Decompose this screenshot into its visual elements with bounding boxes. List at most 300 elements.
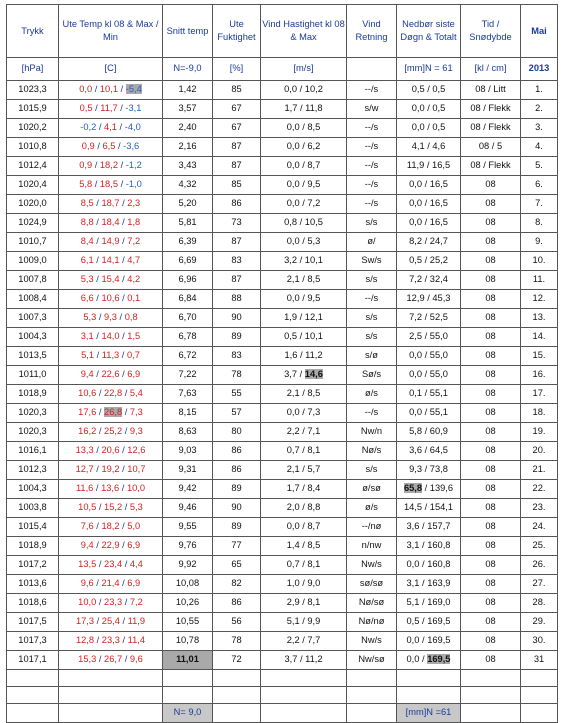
temp-min: 5,4: [129, 388, 143, 399]
precipitation-cell: 14,5 / 154,1: [397, 499, 461, 518]
precipitation-cell: [397, 480, 461, 499]
temp-max: 18,5: [99, 179, 118, 190]
separator: /: [93, 369, 102, 380]
temperature-cell: [59, 290, 163, 309]
pressure-cell: 1015,4: [7, 518, 59, 537]
precipitation-cell: 5,1 / 169,0: [397, 594, 461, 613]
table-row: [7, 157, 558, 176]
temperature-cell: [59, 157, 163, 176]
precipitation-cell: [397, 651, 461, 670]
separator: /: [419, 654, 428, 665]
temperature-cell: [59, 214, 163, 233]
time-snow-cell: 08 / 5: [461, 138, 521, 157]
temp-08: 8,4: [80, 236, 94, 247]
pressure-cell: 1013,6: [7, 575, 59, 594]
table-row: [7, 651, 558, 670]
day-cell: 26.: [521, 556, 558, 575]
table-row: [7, 404, 558, 423]
separator: /: [93, 521, 102, 532]
temperature-cell: [59, 632, 163, 651]
temp-max: 18,2: [101, 521, 120, 532]
precipitation-cell: 4,1 / 4,6: [397, 138, 461, 157]
separator: /: [119, 483, 127, 494]
avg-temp-cell: 6,69: [163, 252, 213, 271]
avg-temp-cell: 9,03: [163, 442, 213, 461]
humidity-cell: 67: [213, 100, 261, 119]
separator: /: [119, 521, 128, 532]
precipitation-cell: 0,0 / 55,0: [397, 347, 461, 366]
humidity-cell: 89: [213, 328, 261, 347]
temp-08: 0,9: [81, 141, 95, 152]
temp-max: 22,8: [104, 388, 123, 399]
pressure-cell: 1011,0: [7, 366, 59, 385]
pressure-cell: 1020,3: [7, 404, 59, 423]
empty-cell: [521, 687, 558, 704]
temperature-cell: [59, 385, 163, 404]
day-cell: 9.: [521, 233, 558, 252]
empty-cell: [163, 687, 213, 704]
temp-08: 5,8: [79, 179, 93, 190]
time-snow-cell: 08: [461, 290, 521, 309]
wind-direction-cell: Nø/nø: [347, 613, 397, 632]
pressure-cell: 1013,5: [7, 347, 59, 366]
header-tid: Tid / Snødybde: [461, 5, 521, 58]
time-snow-cell: 08: [461, 461, 521, 480]
day-cell: 21.: [521, 461, 558, 480]
temp-08: 9,4: [80, 369, 94, 380]
temp-max: 10,6: [101, 293, 120, 304]
table-row: [7, 290, 558, 309]
wind-direction-cell: ø/sø: [347, 480, 397, 499]
empty-cell: [261, 670, 347, 687]
precipitation-cell: 0,0 / 0,5: [397, 100, 461, 119]
temperature-cell: [59, 119, 163, 138]
pressure-cell: 1012,3: [7, 461, 59, 480]
separator: /: [93, 445, 102, 456]
table-row: [7, 575, 558, 594]
day-cell: 24.: [521, 518, 558, 537]
wind-speed-cell: 3,2 / 10,1: [261, 252, 347, 271]
temp-max: 14,1: [101, 255, 120, 266]
temp-max: 19,2: [101, 464, 120, 475]
avg-temp-cell: 5,20: [163, 195, 213, 214]
temp-min: 7,3: [129, 407, 143, 418]
humidity-cell: 86: [213, 594, 261, 613]
temp-min: 9,6: [129, 654, 143, 665]
separator: /: [93, 540, 102, 551]
avg-temp-cell: 7,63: [163, 385, 213, 404]
precipitation-cell: 9,3 / 73,8: [397, 461, 461, 480]
pressure-cell: 1009,0: [7, 252, 59, 271]
temp-min: -4,0: [124, 122, 141, 133]
temp-max: 18,4: [101, 217, 120, 228]
wind-direction-cell: Nw/s: [347, 632, 397, 651]
separator: /: [92, 103, 101, 114]
blank-row: [7, 687, 558, 704]
avg-temp-cell: 11,01: [163, 651, 213, 670]
time-snow-cell: 08 / Flekk: [461, 100, 521, 119]
header-row: [7, 5, 558, 58]
separator: /: [93, 217, 102, 228]
summary-cell: [347, 704, 397, 723]
temp-max: 11,7: [100, 103, 118, 114]
time-snow-cell: 08: [461, 518, 521, 537]
temp-08: 5,1: [81, 350, 95, 361]
separator: /: [94, 616, 102, 627]
humidity-cell: 80: [213, 423, 261, 442]
avg-temp-cell: 2,16: [163, 138, 213, 157]
wind-speed-cell: 0,0 / 8,5: [261, 119, 347, 138]
avg-temp-cell: 8,15: [163, 404, 213, 423]
temperature-cell: [59, 81, 163, 100]
separator: /: [93, 331, 102, 342]
separator: /: [122, 426, 130, 437]
separator: /: [93, 578, 102, 589]
day-cell: 11.: [521, 271, 558, 290]
wind-direction-cell: s/s: [347, 271, 397, 290]
precipitation-cell: 0,0 / 16,5: [397, 214, 461, 233]
temp-max: 25,4: [101, 616, 120, 627]
temp-max: 22,6: [101, 369, 120, 380]
temp-08: 5,3: [80, 274, 94, 285]
pressure-cell: 1010,7: [7, 233, 59, 252]
wind-direction-cell: s/s: [347, 328, 397, 347]
temperature-cell: [59, 271, 163, 290]
day-cell: 18.: [521, 404, 558, 423]
temperature-cell: [59, 138, 163, 157]
temp-min: 11,9: [127, 616, 146, 627]
separator: /: [93, 483, 102, 494]
day-cell: 17.: [521, 385, 558, 404]
time-snow-cell: 08: [461, 537, 521, 556]
table-row: [7, 518, 558, 537]
temp-max: 23,3: [104, 597, 123, 608]
avg-temp-cell: 9,31: [163, 461, 213, 480]
separator: /: [93, 274, 102, 285]
temp-max: 6,5: [102, 141, 116, 152]
temp-max: 22,9: [101, 540, 120, 551]
pressure-cell: 1008,4: [7, 290, 59, 309]
table-row: [7, 461, 558, 480]
temp-08: 3,1: [80, 331, 94, 342]
table-row: [7, 347, 558, 366]
wind-speed-cell: 1,4 / 8,5: [261, 537, 347, 556]
separator: /: [93, 255, 102, 266]
unit-year: 2013: [521, 58, 558, 81]
wind-speed-cell: 2,1 / 5,7: [261, 461, 347, 480]
separator: /: [92, 160, 100, 171]
temp-08: 13,5: [78, 559, 97, 570]
wind-speed-cell: 2,2 / 7,7: [261, 632, 347, 651]
empty-cell: [261, 687, 347, 704]
humidity-cell: 87: [213, 138, 261, 157]
separator: /: [119, 198, 128, 209]
wind-direction-cell: s/ø: [347, 347, 397, 366]
separator: /: [96, 654, 105, 665]
pressure-cell: 1015,9: [7, 100, 59, 119]
separator: /: [122, 597, 130, 608]
wind-speed-cell: 2,9 / 8,1: [261, 594, 347, 613]
day-cell: 10.: [521, 252, 558, 271]
temperature-cell: [59, 613, 163, 632]
temperature-cell: [59, 594, 163, 613]
humidity-cell: 73: [213, 214, 261, 233]
table-row: [7, 138, 558, 157]
separator: /: [119, 445, 128, 456]
precipitation-cell: 11,9 / 16,5: [397, 157, 461, 176]
separator: /: [96, 597, 105, 608]
pressure-cell: 1020,0: [7, 195, 59, 214]
day-cell: 27.: [521, 575, 558, 594]
temp-08: 11,6: [75, 483, 94, 494]
wind-speed-cell: 0,0 / 8,7: [261, 518, 347, 537]
wind-speed-cell: 0,0 / 7,2: [261, 195, 347, 214]
avg-temp-cell: 3,57: [163, 100, 213, 119]
time-snow-cell: 08: [461, 195, 521, 214]
separator: /: [119, 255, 128, 266]
temp-min: 0,1: [127, 293, 141, 304]
wind-speed-cell: 5,1 / 9,9: [261, 613, 347, 632]
temp-08: 0,9: [79, 160, 93, 171]
empty-cell: [347, 687, 397, 704]
time-snow-cell: 08: [461, 271, 521, 290]
separator: /: [118, 160, 126, 171]
temperature-cell: [59, 233, 163, 252]
table-row: [7, 499, 558, 518]
wind-speed-cell: 1,9 / 12,1: [261, 309, 347, 328]
time-snow-cell: 08: [461, 423, 521, 442]
time-snow-cell: 08: [461, 594, 521, 613]
temperature-cell: [59, 518, 163, 537]
temp-min: 0,8: [124, 312, 138, 323]
temperature-cell: [59, 442, 163, 461]
day-cell: 25.: [521, 537, 558, 556]
separator: /: [93, 293, 102, 304]
wind-speed-cell: 0,0 / 7,3: [261, 404, 347, 423]
precipitation-cell: 0,1 / 55,1: [397, 385, 461, 404]
wind-speed-cell: 0,0 / 8,7: [261, 157, 347, 176]
wind-direction-cell: ø/s: [347, 499, 397, 518]
time-snow-cell: 08: [461, 309, 521, 328]
temp-08: 15,3: [78, 654, 97, 665]
temp-max: 15,2: [104, 502, 123, 513]
pressure-cell: 1016,1: [7, 442, 59, 461]
temp-max: 14,0: [101, 331, 120, 342]
temp-08: 12,7: [75, 464, 94, 475]
wind-direction-cell: --/s: [347, 290, 397, 309]
avg-temp-cell: 10,55: [163, 613, 213, 632]
time-snow-cell: 08 / Flekk: [461, 157, 521, 176]
day-cell: 30.: [521, 632, 558, 651]
humidity-cell: 87: [213, 233, 261, 252]
temp-08: 6,6: [80, 293, 94, 304]
temp-max: 18,2: [99, 160, 118, 171]
temperature-cell: [59, 309, 163, 328]
summary-cell: [59, 704, 163, 723]
pressure-cell: 1017,1: [7, 651, 59, 670]
temperature-cell: [59, 556, 163, 575]
humidity-cell: 88: [213, 290, 261, 309]
temp-min: 9,3: [129, 426, 143, 437]
table-row: [7, 214, 558, 233]
separator: /: [119, 369, 128, 380]
temperature-cell: [59, 480, 163, 499]
empty-cell: [59, 670, 163, 687]
temp-min: 1,5: [127, 331, 141, 342]
wind-speed-cell: 2,1 / 8,5: [261, 271, 347, 290]
avg-temp-cell: 9,42: [163, 480, 213, 499]
empty-cell: [7, 670, 59, 687]
day-cell: 5.: [521, 157, 558, 176]
temp-min: 7,2: [127, 236, 141, 247]
summary-cell: [7, 704, 59, 723]
avg-temp-cell: 8,63: [163, 423, 213, 442]
wind-direction-cell: --/s: [347, 138, 397, 157]
precipitation-cell: 0,0 / 16,5: [397, 176, 461, 195]
humidity-cell: 85: [213, 81, 261, 100]
separator: /: [422, 483, 430, 494]
humidity-cell: 87: [213, 157, 261, 176]
precipitation-cell: 0,5 / 169,5: [397, 613, 461, 632]
humidity-cell: 78: [213, 632, 261, 651]
separator: /: [92, 84, 100, 95]
temp-min: -3,6: [123, 141, 140, 152]
time-snow-cell: 08: [461, 442, 521, 461]
table-row: [7, 613, 558, 632]
temp-min: 11,4: [127, 635, 146, 646]
humidity-cell: 55: [213, 385, 261, 404]
separator: /: [92, 179, 100, 190]
header-nedbor: Nedbør siste Døgn & Totalt: [397, 5, 461, 58]
temp-max: 26,7: [104, 654, 123, 665]
wind-speed-cell: 0,8 / 10,5: [261, 214, 347, 233]
wind-direction-cell: s/s: [347, 461, 397, 480]
humidity-cell: 72: [213, 651, 261, 670]
temp-min: 6,9: [127, 578, 141, 589]
avg-temp-cell: 6,72: [163, 347, 213, 366]
time-snow-cell: 08: [461, 328, 521, 347]
temp-min: 0,7: [126, 350, 140, 361]
empty-cell: [7, 687, 59, 704]
separator: /: [94, 141, 103, 152]
precipitation-cell: 3,6 / 64,5: [397, 442, 461, 461]
separator: /: [119, 293, 128, 304]
avg-temp-cell: 10,26: [163, 594, 213, 613]
temp-08: 6,1: [80, 255, 94, 266]
wind-direction-cell: --/s: [347, 81, 397, 100]
temp-max: 26,8: [104, 407, 123, 418]
pressure-cell: 1012,4: [7, 157, 59, 176]
pressure-cell: 1010,8: [7, 138, 59, 157]
temp-08: 7,6: [80, 521, 94, 532]
rain-total: 139,6: [429, 483, 454, 494]
temperature-cell: [59, 575, 163, 594]
table-row: [7, 119, 558, 138]
humidity-cell: 89: [213, 518, 261, 537]
table-row: [7, 252, 558, 271]
precipitation-cell: 3,1 / 163,9: [397, 575, 461, 594]
day-cell: 6.: [521, 176, 558, 195]
unit-retning: [347, 58, 397, 81]
pressure-cell: 1024,9: [7, 214, 59, 233]
header-fukt: Ute Fuktighet: [213, 5, 261, 58]
separator: /: [119, 350, 127, 361]
day-cell: 7.: [521, 195, 558, 214]
precipitation-cell: 0,0 / 160,8: [397, 556, 461, 575]
precipitation-cell: 0,0 / 55,0: [397, 366, 461, 385]
precipitation-cell: 12,9 / 45,3: [397, 290, 461, 309]
temp-08: 8,8: [80, 217, 94, 228]
precipitation-cell: 0,0 / 169,5: [397, 632, 461, 651]
header-vind: Vind Hastighet kl 08 & Max: [261, 5, 347, 58]
day-cell: 22.: [521, 480, 558, 499]
weather-log-sheet: [6, 4, 557, 718]
temperature-cell: [59, 461, 163, 480]
separator: /: [116, 122, 125, 133]
avg-temp-cell: 6,84: [163, 290, 213, 309]
humidity-cell: 90: [213, 309, 261, 328]
wind-08: 3,7 /: [284, 369, 305, 380]
wind-direction-cell: Nw/n: [347, 423, 397, 442]
units-row: [7, 58, 558, 81]
day-cell: 4.: [521, 138, 558, 157]
temp-08: 17,6: [78, 407, 97, 418]
temp-08: 16,2: [78, 426, 97, 437]
pressure-cell: 1020,3: [7, 423, 59, 442]
temp-08: 10,5: [78, 502, 97, 513]
wind-speed-cell: 0,0 / 10,2: [261, 81, 347, 100]
avg-temp-cell: 6,39: [163, 233, 213, 252]
precipitation-cell: 0,0 / 16,5: [397, 195, 461, 214]
separator: /: [96, 312, 105, 323]
wind-direction-cell: Sw/s: [347, 252, 397, 271]
day-cell: 13.: [521, 309, 558, 328]
blank-row: [7, 670, 558, 687]
separator: /: [96, 559, 105, 570]
precipitation-total: [mm]N =61: [397, 704, 461, 723]
wind-speed-cell: 0,0 / 9,5: [261, 290, 347, 309]
day-cell: 16.: [521, 366, 558, 385]
table-row: [7, 594, 558, 613]
humidity-cell: 78: [213, 366, 261, 385]
temp-max: 25,2: [104, 426, 123, 437]
temperature-cell: [59, 195, 163, 214]
table-row: [7, 423, 558, 442]
precipitation-cell: 3,6 / 157,7: [397, 518, 461, 537]
separator: /: [96, 388, 105, 399]
wind-direction-cell: --/s: [347, 195, 397, 214]
temp-min: 4,7: [127, 255, 141, 266]
time-snow-cell: 08: [461, 499, 521, 518]
separator: /: [118, 179, 126, 190]
unit-fukt: [%]: [213, 58, 261, 81]
temp-max: 14,9: [101, 236, 120, 247]
empty-cell: [521, 670, 558, 687]
separator: /: [119, 540, 128, 551]
table-row: [7, 195, 558, 214]
temp-08: 9,6: [80, 578, 94, 589]
separator: /: [119, 578, 128, 589]
wind-direction-cell: --/s: [347, 157, 397, 176]
wind-speed-cell: 1,7 / 11,8: [261, 100, 347, 119]
temp-max: 11,3: [101, 350, 120, 361]
day-cell: 12.: [521, 290, 558, 309]
precipitation-cell: 7,2 / 52,5: [397, 309, 461, 328]
separator: /: [122, 502, 130, 513]
weather-table: [6, 4, 558, 723]
temp-max: 20,6: [101, 445, 120, 456]
temp-max: 23,4: [104, 559, 123, 570]
